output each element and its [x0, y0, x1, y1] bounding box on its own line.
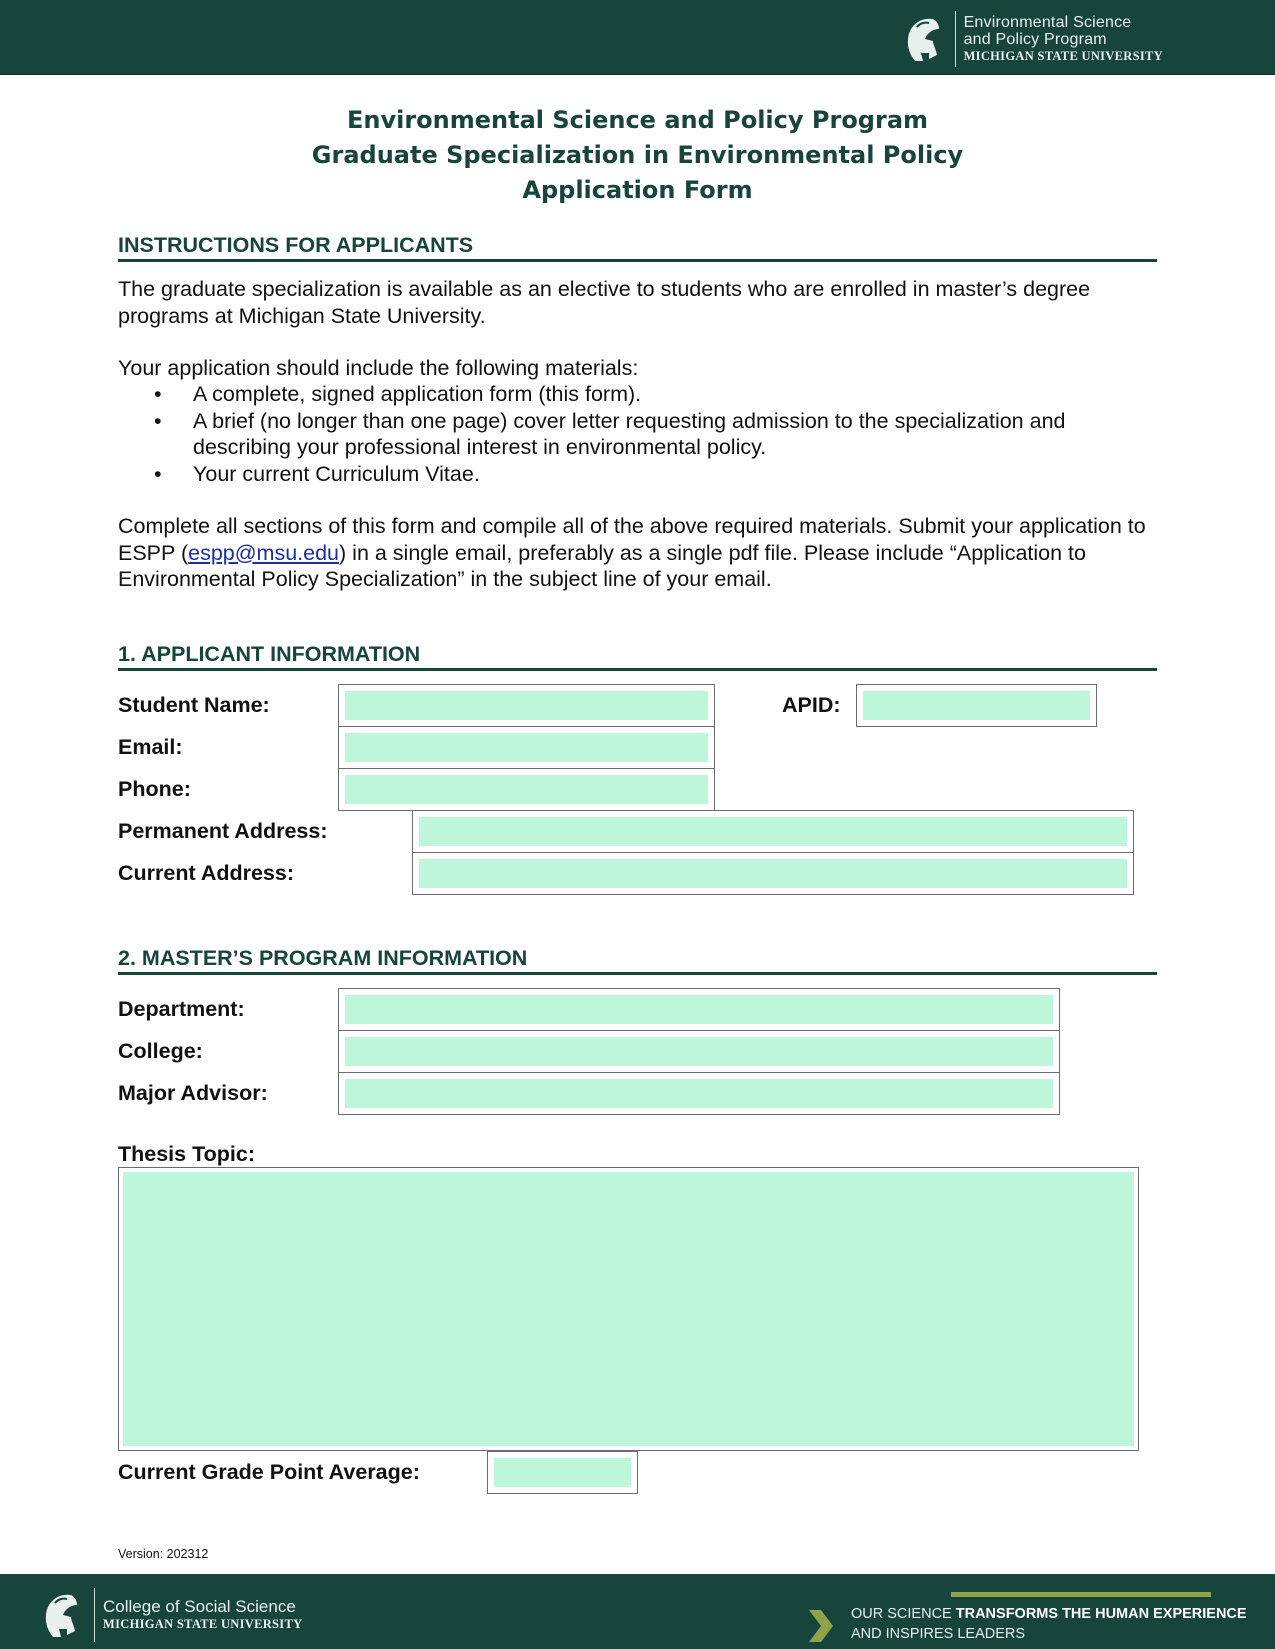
- materials-lead: Your application should include the following materials:: [118, 356, 639, 380]
- permanent-address-field[interactable]: [412, 810, 1134, 853]
- current-address-field[interactable]: [412, 852, 1134, 895]
- permanent-address-label: Permanent Address:: [118, 819, 328, 843]
- tagline-bold: TRANSFORMS THE HUMAN EXPERIENCE: [955, 1606, 1247, 1622]
- phone-label: Phone:: [118, 777, 191, 801]
- thesis-topic-field[interactable]: [118, 1167, 1139, 1451]
- college-label: College:: [118, 1039, 203, 1063]
- major-advisor-field[interactable]: [338, 1072, 1060, 1115]
- logo-divider: [955, 11, 956, 67]
- applicant-heading: 1. APPLICANT INFORMATION: [118, 642, 1157, 671]
- college-name: College of Social Science: [103, 1597, 296, 1616]
- logo-line-2: and Policy Program: [963, 31, 1107, 48]
- espp-email-link[interactable]: espp@msu.edu: [188, 540, 340, 565]
- major-advisor-label: Major Advisor:: [118, 1081, 268, 1105]
- logo-divider: [94, 1588, 95, 1642]
- tagline-lead: OUR SCIENCE: [851, 1606, 956, 1622]
- list-item: • Your current Curriculum Vitae.: [118, 461, 1168, 488]
- program-heading: 2. MASTER’S PROGRAM INFORMATION: [118, 946, 1157, 975]
- espp-logo: [903, 11, 1163, 67]
- college-logo: [40, 1588, 302, 1642]
- department-field[interactable]: [338, 988, 1060, 1031]
- tagline-line-1: [851, 1606, 1247, 1622]
- instructions-intro: The graduate specialization is available as an elective to students who are enrolled in master’s degree programs at Michigan State University.: [118, 277, 1091, 328]
- phone-field[interactable]: [338, 768, 715, 811]
- gpa-field[interactable]: [487, 1451, 638, 1494]
- spartan-helmet-icon: [903, 15, 943, 63]
- logo-line-3: MICHIGAN STATE UNIVERSITY: [963, 49, 1163, 63]
- submit-text-1: Complete all sections of this form and compile all of the above required materials. Submit your application to ESPP (: [118, 514, 1146, 565]
- list-item: • A complete, signed application form (this form).: [118, 381, 1168, 408]
- page-title: [0, 103, 1275, 208]
- current-address-label: Current Address:: [118, 861, 295, 885]
- apid-label: APID:: [782, 693, 841, 717]
- submit-text-2: ) in a single email, preferably as a single pdf file. Please include “Application to Environmental Policy Specialization” in the subject line of your email.: [118, 540, 1086, 591]
- university-name: MICHIGAN STATE UNIVERSITY: [103, 1617, 303, 1631]
- list-item: • A brief (no longer than one page) cover letter requesting admission to the specialization and describing your professional interest in environmental policy.: [118, 408, 1168, 461]
- materials-list: [118, 381, 1168, 487]
- title-line-3: Application Form: [522, 176, 753, 204]
- instructions-heading: INSTRUCTIONS FOR APPLICANTS: [118, 233, 1157, 262]
- email-field[interactable]: [338, 726, 715, 769]
- title-line-2: Graduate Specialization in Environmental Policy: [311, 141, 964, 169]
- tagline-accent-bar: [951, 1592, 1211, 1597]
- title-line-1: Environmental Science and Policy Program: [346, 106, 929, 134]
- tagline-line-2: AND INSPIRES LEADERS: [851, 1626, 1026, 1642]
- gpa-label: Current Grade Point Average:: [118, 1460, 420, 1484]
- logo-line-1: Environmental Science: [963, 14, 1132, 31]
- department-label: Department:: [118, 997, 245, 1021]
- college-field[interactable]: [338, 1030, 1060, 1073]
- student-name-field[interactable]: [338, 684, 715, 727]
- spartan-helmet-icon: [40, 1591, 82, 1639]
- student-name-label: Student Name:: [118, 693, 270, 717]
- apid-field[interactable]: [856, 684, 1097, 727]
- version-text: Version: 202312: [118, 1547, 209, 1561]
- thesis-topic-label: Thesis Topic:: [118, 1142, 255, 1166]
- email-label: Email:: [118, 735, 183, 759]
- bottom-banner: [0, 1574, 1275, 1649]
- top-banner: [0, 0, 1275, 75]
- submit-instructions: [118, 513, 1168, 593]
- chevron-right-icon: [807, 1610, 833, 1642]
